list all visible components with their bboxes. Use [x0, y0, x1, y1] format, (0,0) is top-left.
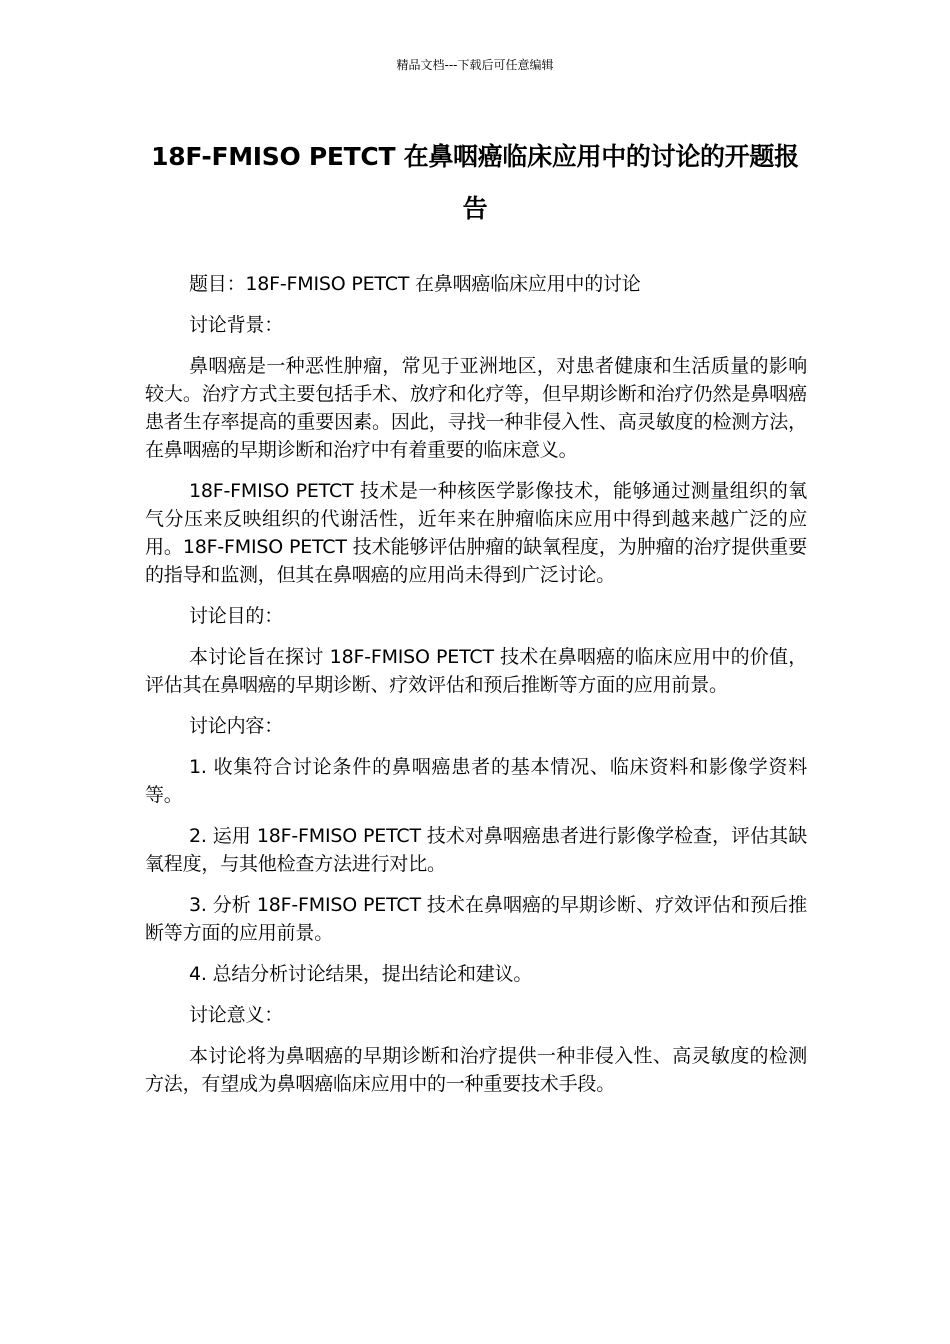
content-item-2: 2. 运用 18F-FMISO PETCT 技术对鼻咽癌患者进行影像学检查，评估其缺氧程度，与其他检查方法进行对比。	[145, 825, 807, 875]
content-item-4: 4. 总结分析讨论结果，提出结论和建议。	[189, 963, 533, 985]
document-body	[145, 270, 807, 1111]
content-item-3: 3. 分析 18F-FMISO PETCT 技术在鼻咽癌的早期诊断、疗效评估和预后推断等方面的应用前景。	[145, 894, 807, 944]
heading-significance: 讨论意义：	[189, 1004, 284, 1026]
content-item-1: 1. 收集符合讨论条件的鼻咽癌患者的基本情况、临床资料和影像学资料等。	[145, 756, 807, 806]
paragraph-purpose: 本讨论旨在探讨 18F-FMISO PETCT 技术在鼻咽癌的临床应用中的价值，评估其在鼻咽癌的早期诊断、疗效评估和预后推断等方面的应用前景。	[145, 646, 807, 696]
document-title: 18F-FMISO PETCT 在鼻咽癌临床应用中的讨论的开题报告	[151, 142, 799, 223]
heading-purpose: 讨论目的：	[189, 605, 284, 627]
paragraph-background-1: 鼻咽癌是一种恶性肿瘤，常见于亚洲地区，对患者健康和生活质量的影响较大。治疗方式主要包括手术、放疗和化疗等，但早期诊断和治疗仍然是鼻咽癌患者生存率提高的重要因素。因此，寻找一种非侵入性、高灵敏度的检测方法，在鼻咽癌的早期诊断和治疗中有着重要的临床意义。	[145, 355, 807, 461]
paragraph-significance: 本讨论将为鼻咽癌的早期诊断和治疗提供一种非侵入性、高灵敏度的检测方法，有望成为鼻咽癌临床应用中的一种重要技术手段。	[145, 1045, 807, 1095]
page-header-note: 精品文档---下载后可任意编辑	[396, 58, 554, 72]
heading-background: 讨论背景：	[189, 314, 284, 336]
paragraph-topic: 题目：18F-FMISO PETCT 在鼻咽癌临床应用中的讨论	[189, 273, 641, 295]
paragraph-background-2: 18F-FMISO PETCT 技术是一种核医学影像技术，能够通过测量组织的氧气分压来反映组织的代谢活性，近年来在肿瘤临床应用中得到越来越广泛的应用。18F-FMISO PETCT 技术能够评估肿瘤的缺氧程度，为肿瘤的治疗提供重要的指导和监测，但其在鼻咽癌的应用尚未得到广泛讨论。	[145, 480, 807, 586]
heading-content: 讨论内容：	[189, 715, 284, 737]
